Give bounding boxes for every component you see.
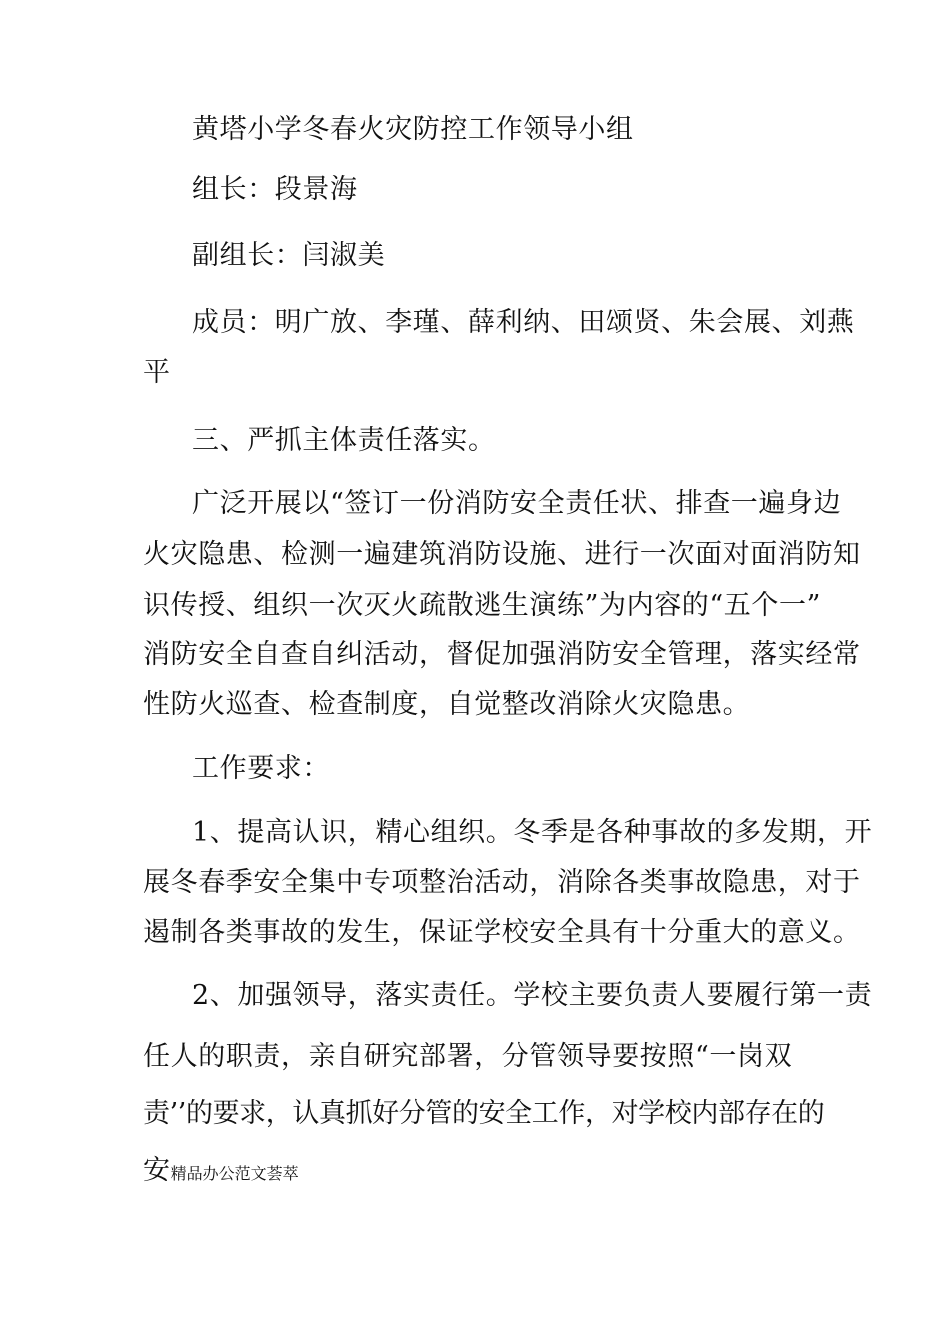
paragraph-line: 责’’的要求，认真抓好分管的安全工作，对学校内部存在的 xyxy=(143,1098,825,1129)
paragraph-line: 消防安全自查自纠活动，督促加强消防安全管理，落实经常 xyxy=(143,639,861,670)
paragraph-line: 性防火巡查、检查制度，自觉整改消除火灾隐患。 xyxy=(143,689,751,720)
paragraph-line: 任人的职责，亲自研究部署，分管领导要按照“一岗双 xyxy=(143,1041,793,1072)
members-line-continued: 平 xyxy=(143,357,171,388)
members-line: 成员：明广放、李瑾、薛利纳、田颂贤、朱会展、刘燕 xyxy=(192,307,855,338)
paragraph-line: 火灾隐患、检测一遍建筑消防设施、进行一次面对面消防知 xyxy=(143,539,861,570)
footer-line xyxy=(0,1153,950,1192)
paragraph-line: 展冬春季安全集中专项整治活动，消除各类事故隐患，对于 xyxy=(143,867,861,898)
paragraph-line: 遏制各类事故的发生，保证学校安全具有十分重大的意义。 xyxy=(143,917,861,948)
paragraph-line: 1、提高认识，精心组织。冬季是各种事故的多发期，开 xyxy=(192,817,873,848)
paragraph-line: 识传授、组织一次灭火疏散逃生演练”为内容的“五个一” xyxy=(143,590,822,621)
leader-line: 组长：段景海 xyxy=(192,174,358,205)
requirements-heading: 工作要求： xyxy=(192,753,330,784)
paragraph-continuation: 安 xyxy=(143,1155,171,1186)
section-heading: 三、严抓主体责任落实。 xyxy=(192,425,496,456)
footer-caption: 精品办公范文荟萃 xyxy=(170,1164,299,1183)
paragraph-line: 2、加强领导，落实责任。学校主要负责人要履行第一责 xyxy=(192,980,873,1011)
deputy-leader-line: 副组长：闫淑美 xyxy=(192,240,386,271)
group-title: 黄塔小学冬春火灾防控工作领导小组 xyxy=(192,114,634,145)
paragraph-line: 广泛开展以“签订一份消防安全责任状、排查一遍身边 xyxy=(192,488,842,519)
